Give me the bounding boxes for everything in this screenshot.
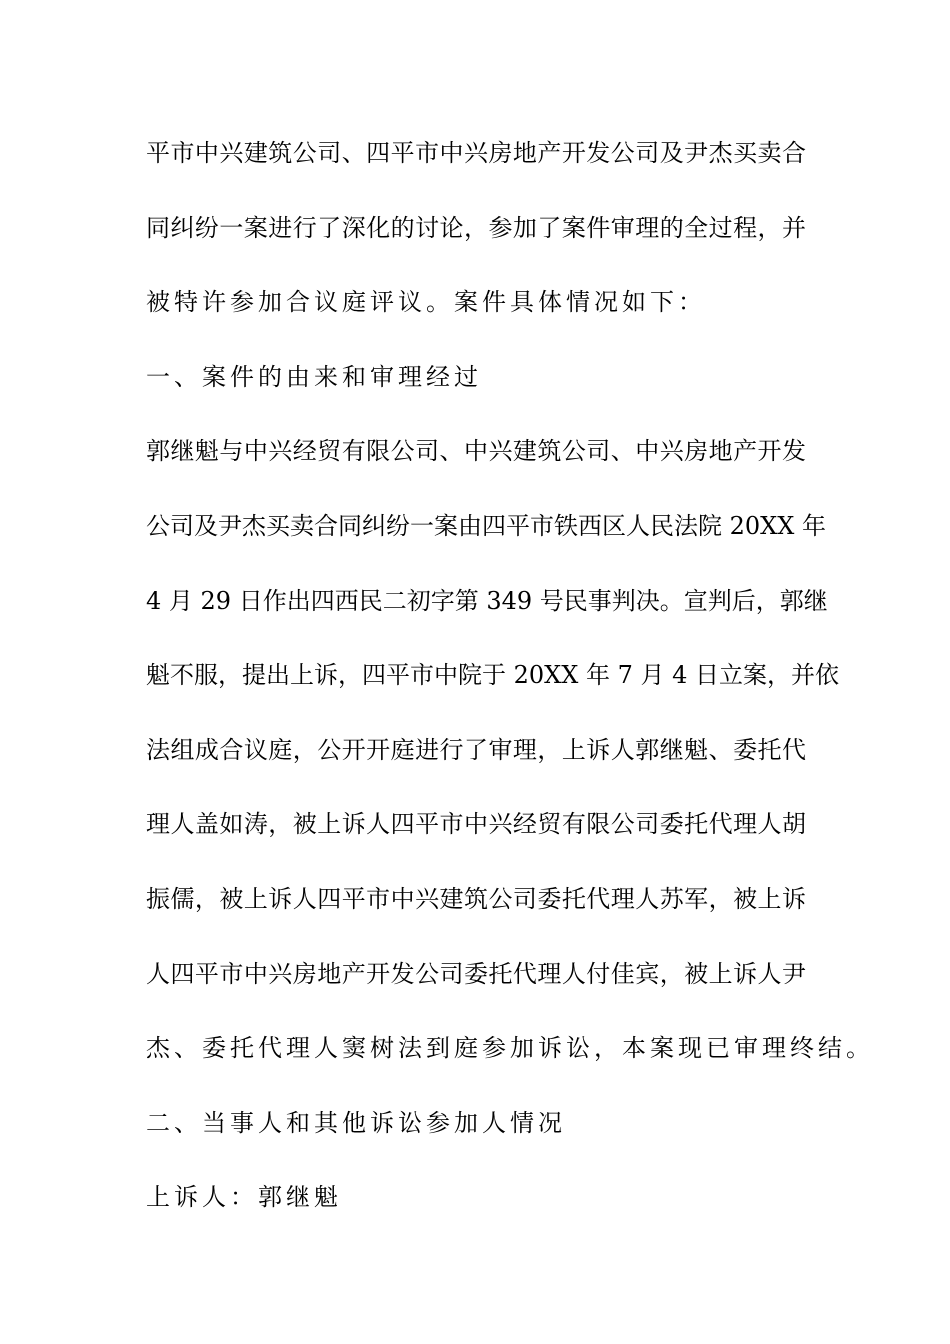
section-heading: 一、案件的由来和审理经过: [146, 362, 482, 391]
text-line: 被特许参加合议庭评议。案件具体情况如下：: [146, 288, 706, 317]
text-line: 魁不服，提出上诉，四平市中院于 20XX 年 7 月 4 日立案，并依: [146, 661, 840, 690]
text-line: 公司及尹杰买卖合同纠纷一案由四平市铁西区人民法院 20XX 年: [146, 511, 826, 540]
text-line: 郭继魁与中兴经贸有限公司、中兴建筑公司、中兴房地产开发: [146, 437, 806, 466]
text-line: 法组成合议庭，公开开庭进行了审理，上诉人郭继魁、委托代: [146, 735, 806, 764]
section-heading: 二、当事人和其他诉讼参加人情况: [146, 1108, 566, 1137]
text-line: 平市中兴建筑公司、四平市中兴房地产开发公司及尹杰买卖合: [146, 139, 806, 167]
text-line: 4 月 29 日作出四西民二初字第 349 号民事判决。宣判后，郭继: [146, 586, 828, 615]
text-line: 杰、委托代理人窦树法到庭参加诉讼，本案现已审理终结。: [146, 1034, 874, 1063]
text-line: 理人盖如涛，被上诉人四平市中兴经贸有限公司委托代理人胡: [146, 810, 806, 839]
text-line: 人四平市中兴房地产开发公司委托代理人付佳宾，被上诉人尹: [146, 959, 806, 988]
text-line: 上诉人：郭继魁: [146, 1183, 342, 1212]
text-line: 同纠纷一案进行了深化的讨论，参加了案件审理的全过程，并: [146, 213, 806, 242]
text-line: 振儒，被上诉人四平市中兴建筑公司委托代理人苏军，被上诉: [146, 884, 806, 913]
document-body: [146, 128, 874, 1247]
